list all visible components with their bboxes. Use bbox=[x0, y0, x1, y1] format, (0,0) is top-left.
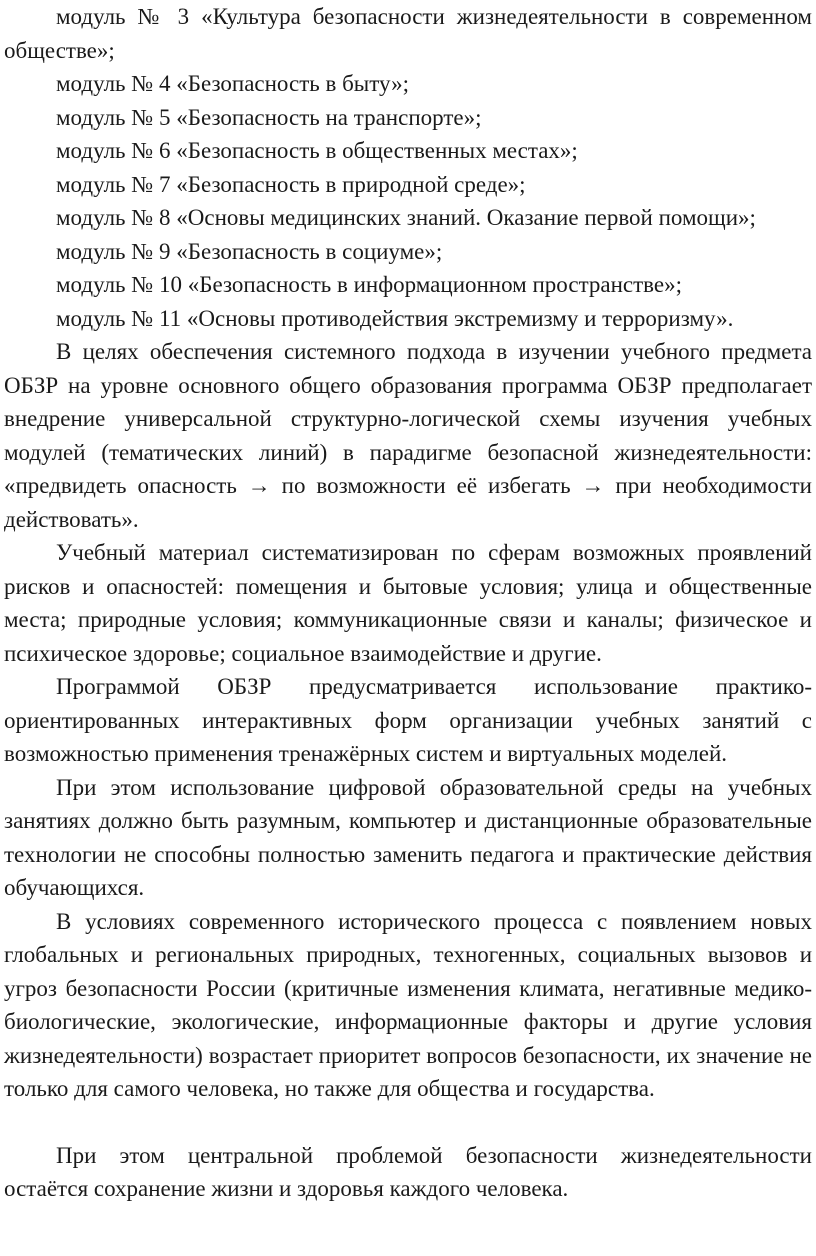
paragraph-material-systematized: Учебный материал систематизирован по сферам возможных проявлений рисков и опасностей: помещения и бытовые условия; улица и общественные места; природные условия; коммуникационные связи и каналы; физическое и психическое здоровье; социальное взаимодействие и другие. bbox=[4, 540, 812, 666]
paragraph-central-problem: При этом центральной проблемой безопасности жизнедеятельности остаётся сохранение жизни и здоровья каждого человека. bbox=[4, 1142, 812, 1201]
paragraph-interactive-forms: Программой ОБЗР предусматривается использование практико-ориентированных интерактивных форм организации учебных занятий с возможностью применения тренажёрных систем и виртуальных моделей. bbox=[4, 674, 812, 766]
paragraph-system-approach: В целях обеспечения системного подхода в изучении учебного предмета ОБЗР на уровне основного общего образования программа ОБЗР предполагает внедрение универсальной структурно-логической схемы изучения учебных модулей (тематических линий) в парадигме безопасной жизнедеятельности: «предвидеть опасность → по возможности её избегать → при необходимости действовать». bbox=[4, 339, 812, 532]
module-6-item: модуль № 6 «Безопасность в общественных местах»; bbox=[56, 138, 578, 163]
module-4-item: модуль № 4 «Безопасность в быту»; bbox=[56, 71, 409, 96]
module-10-item: модуль № 10 «Безопасность в информационном пространстве»; bbox=[56, 272, 683, 297]
paragraph-digital-environment: При этом использование цифровой образовательной среды на учебных занятиях должно быть разумным, компьютер и дистанционные образовательные технологии не способны полностью заменить педагога и практические действия обучающихся. bbox=[4, 774, 812, 900]
module-8-item: модуль № 8 «Основы медицинских знаний. Оказание первой помощи»; bbox=[56, 205, 756, 230]
module-3-item: модуль № 3 «Культура безопасности жизнедеятельности в современном обществе»; bbox=[4, 4, 812, 63]
paragraph-modern-process: В условиях современного исторического процесса с появлением новых глобальных и региональных природных, техногенных, социальных вызовов и угроз безопасности России (критичные изменения климата, негативные медико-биологические, экологические, информационные факторы и другие условия жизнедеятельности) возрастает приоритет вопросов безопасности, их значение не только для самого человека, но также для общества и государства. bbox=[4, 908, 812, 1101]
module-5-item: модуль № 5 «Безопасность на транспорте»; bbox=[56, 104, 482, 130]
module-11-item: модуль № 11 «Основы противодействия экстремизму и терроризму». bbox=[56, 305, 734, 331]
module-7-item: модуль № 7 «Безопасность в природной среде»; bbox=[56, 171, 526, 197]
module-9-item: модуль № 9 «Безопасность в социуме»; bbox=[56, 238, 443, 264]
document-page bbox=[4, 0, 812, 1206]
